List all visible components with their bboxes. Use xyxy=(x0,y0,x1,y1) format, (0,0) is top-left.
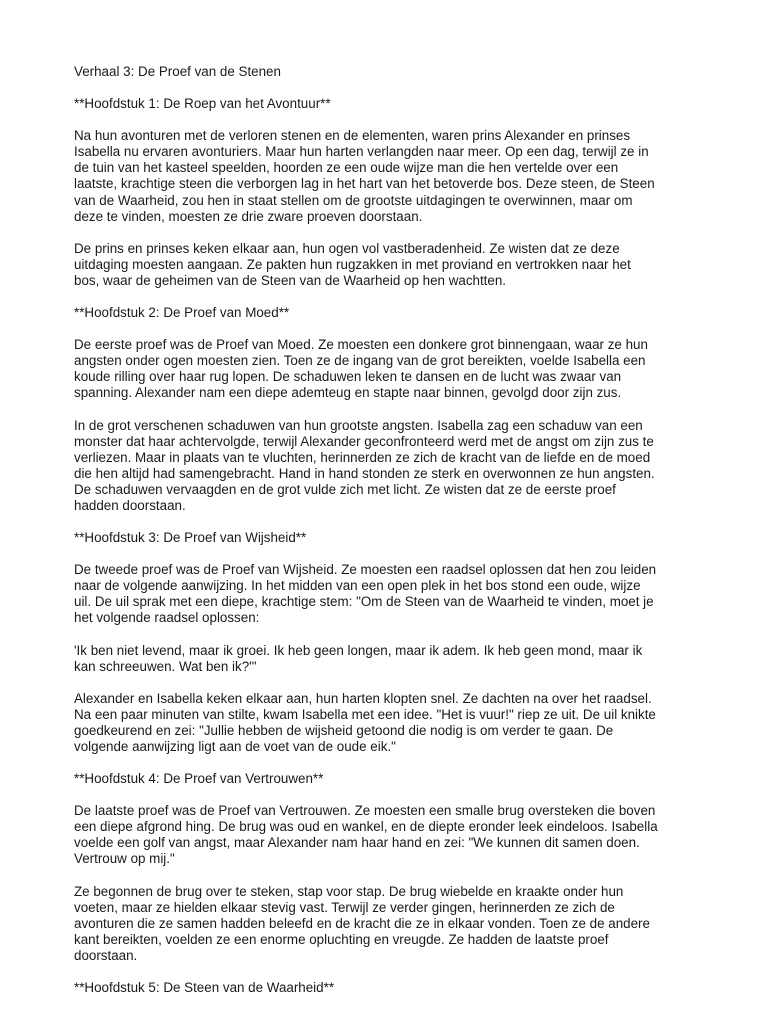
text-line: koude rilling over haar rug lopen. De schaduwen leken te dansen en de lucht was zwaar van xyxy=(74,369,622,385)
text-line: kan schreeuwen. Wat ben ik?'" xyxy=(74,658,257,674)
text-line: Na hun avonturen met de verloren stenen en de elementen, waren prins Alexander en prinses xyxy=(74,128,631,144)
text-line: van de Waarheid, zou hen in staat stellen om de grootste uitdagingen te overwinnen, maar om xyxy=(74,192,633,208)
text-line: Na een paar minuten van stilte, kwam Isabella met een idee. "Het is vuur!" riep ze uit. De uil knikte xyxy=(74,706,656,722)
text-line: die hen altijd had samengebracht. Hand in hand stonden ze sterk en overwonnen ze hun angsten. xyxy=(74,465,655,481)
text-line: hadden doorstaan. xyxy=(74,497,186,513)
text-line: **Hoofdstuk 5: De Steen van de Waarheid** xyxy=(74,980,335,996)
text-line: **Hoofdstuk 1: De Roep van het Avontuur** xyxy=(74,96,331,112)
paragraph xyxy=(74,643,704,675)
chapter-heading xyxy=(74,305,704,321)
text-line: Vertrouw op mij." xyxy=(74,851,175,867)
text-line: laatste, krachtige steen die verborgen lag in het hart van het betoverde bos. Deze steen, de Steen xyxy=(74,176,655,192)
text-line: uitdaging moesten aangaan. Ze pakten hun rugzakken in met proviand en vertrokken naar het xyxy=(74,256,631,272)
paragraph xyxy=(74,337,704,401)
text-line: monster dat haar achtervolgde, terwijl Alexander geconfronteerd werd met de angst om zijn zus te xyxy=(74,433,654,449)
paragraph xyxy=(74,884,704,964)
text-line: De laatste proef was de Proef van Vertrouwen. Ze moesten een smalle brug oversteken die boven xyxy=(74,803,656,819)
text-line: deze te vinden, moesten ze drie zware proeven doorstaan. xyxy=(74,208,423,224)
paragraph xyxy=(74,128,704,225)
chapter-heading xyxy=(74,771,704,787)
text-line: Isabella nu ervaren avonturiers. Maar hun harten verlangden naar meer. Op een dag, terwijl ze in xyxy=(74,144,649,160)
chapter-heading xyxy=(74,96,704,112)
text-line: Alexander en Isabella keken elkaar aan, hun harten klopten snel. Ze dachten na over het raadsel. xyxy=(74,690,652,706)
chapter-heading xyxy=(74,980,704,996)
text-line: voelde een golf van angst, maar Alexander nam haar hand en zei: "We kunnen dit samen doen. xyxy=(74,835,640,851)
text-line: avonturen die ze samen hadden beleefd en de kracht die ze in elkaar vonden. Toen ze de andere xyxy=(74,915,650,931)
story-title: Verhaal 3: De Proef van de Stenen xyxy=(74,64,281,79)
paragraph xyxy=(74,562,704,626)
text-line: **Hoofdstuk 4: De Proef van Vertrouwen** xyxy=(74,771,324,787)
text-line: 'Ik ben niet levend, maar ik groei. Ik heb geen longen, maar ik adem. Ik heb geen mond, maar ik xyxy=(74,642,643,658)
text-line: bos, waar de geheimen van de Steen van de Waarheid op hen wachtten. xyxy=(74,272,507,288)
text-line: spanning. Alexander nam een diepe ademteug en stapte naar binnen, gevolgd door zijn zus. xyxy=(74,385,622,401)
text-line: het volgende raadsel oplossen: xyxy=(74,610,260,626)
text-line: Ze begonnen de brug over te steken, stap voor stap. De brug wiebelde en kraakte onder hun xyxy=(74,883,624,899)
text-line: **Hoofdstuk 2: De Proef van Moed** xyxy=(74,305,290,321)
text-line: een diepe afgrond hing. De brug was oud en wankel, en de diepte eronder leek eindeloos. Isabella xyxy=(74,819,658,835)
text-line: kant bereikten, voelden ze een enorme opluchting en vreugde. Ze hadden de laatste proef xyxy=(74,931,609,947)
text-line: **Hoofdstuk 3: De Proef van Wijsheid** xyxy=(74,530,307,546)
text-line: In de grot verschenen schaduwen van hun grootste angsten. Isabella zag een schaduw van een xyxy=(74,417,643,433)
text-line: De schaduwen vervaagden en de grot vulde zich met licht. Ze wisten dat ze de eerste proef xyxy=(74,481,616,497)
chapter-heading xyxy=(74,530,704,546)
story-body xyxy=(74,96,704,996)
document-page xyxy=(74,64,704,1012)
paragraph xyxy=(74,691,704,755)
text-line: De eerste proef was de Proef van Moed. Ze moesten een donkere grot binnengaan, waar ze hun xyxy=(74,337,648,353)
text-line: goedkeurend en zei: "Jullie hebben de wijsheid getoond die nodig is om verder te gaan. De xyxy=(74,722,614,738)
text-line: uil. De uil sprak met een diepe, krachtige stem: "Om de Steen van de Waarheid te vinden, moet je xyxy=(74,594,654,610)
paragraph xyxy=(74,803,704,867)
paragraph xyxy=(74,241,704,289)
text-line: verliezen. Maar in plaats van te vluchten, herinnerden ze zich de kracht van de liefde en de moed xyxy=(74,449,651,465)
text-line: doorstaan. xyxy=(74,947,138,963)
text-line: naar de volgende aanwijzing. In het midden van een open plek in het bos stond een oude, wijze xyxy=(74,578,641,594)
text-line: De tweede proef was de Proef van Wijsheid. Ze moesten een raadsel oplossen dat hen zou leiden xyxy=(74,562,657,578)
text-line: angsten onder ogen moesten zien. Toen ze de ingang van de grot bereikten, voelde Isabella een xyxy=(74,353,646,369)
text-line: De prins en prinses keken elkaar aan, hun ogen vol vastberadenheid. Ze wisten dat ze deze xyxy=(74,240,620,256)
text-line: voeten, maar ze hielden elkaar stevig vast. Terwijl ze verder gingen, herinnerden ze zich de xyxy=(74,899,615,915)
text-line: volgende aanwijzing ligt aan de voet van de oude eik." xyxy=(74,739,396,754)
paragraph xyxy=(74,418,704,515)
text-line: de tuin van het kasteel speelden, hoorden ze een oude wijze man die hen vertelde over een xyxy=(74,160,619,176)
